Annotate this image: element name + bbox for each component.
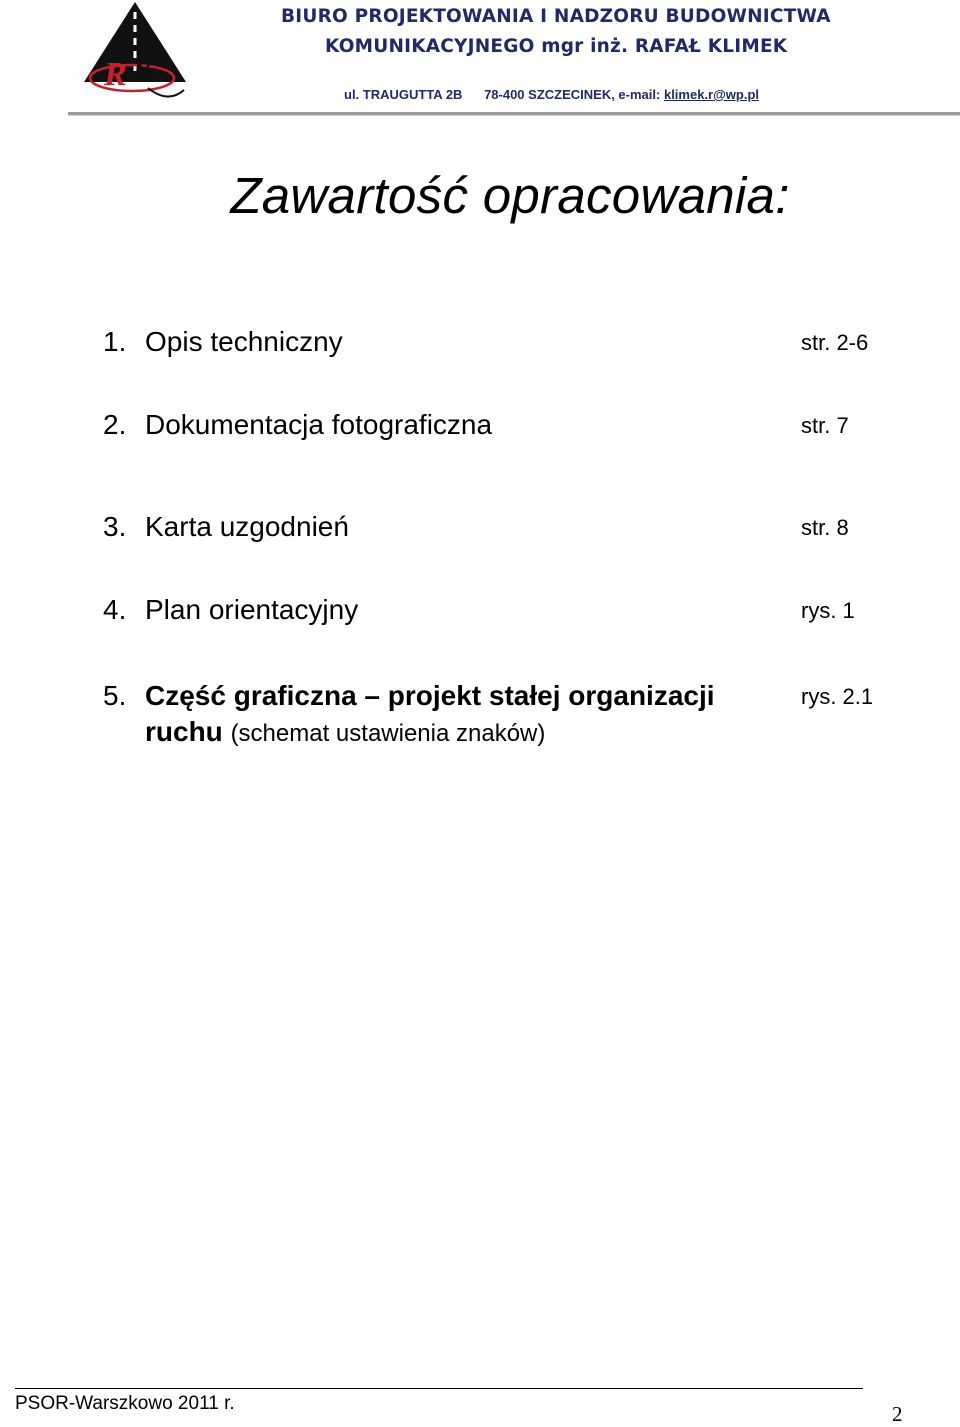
toc-item-title: Plan orientacyjny xyxy=(145,594,359,625)
toc-item-page: rys. 1 xyxy=(801,598,855,623)
toc-item-title-continuation xyxy=(145,716,545,748)
header-divider xyxy=(68,112,960,116)
svg-text:K: K xyxy=(132,56,153,89)
email-link[interactable]: klimek.r@wp.pl xyxy=(663,87,760,102)
toc-item-title: Dokumentacja fotograficzna xyxy=(145,409,493,440)
address-street: ul. TRAUGUTTA 2B xyxy=(344,87,463,102)
footer-divider xyxy=(15,1388,863,1389)
toc-item-title-continuation-bold: ruchu xyxy=(145,716,223,747)
toc-item-page: str. 7 xyxy=(801,413,849,438)
company-address xyxy=(344,87,759,102)
toc-item-page: rys. 2.1 xyxy=(801,684,874,709)
toc-item-title: Część graficzna – projekt stałej organizacji xyxy=(145,680,715,711)
toc-item-page: str. 8 xyxy=(801,515,849,540)
page-number: 2 xyxy=(892,1402,903,1426)
toc-item-title: Opis techniczny xyxy=(145,326,343,357)
footer-text: PSOR-Warszkowo 2011 r. xyxy=(15,1393,235,1414)
toc-item-number: 4. xyxy=(103,594,127,625)
toc-item-title-continuation-note: (schemat ustawienia znaków) xyxy=(230,720,546,747)
company-logo xyxy=(80,0,190,104)
toc-item-number: 3. xyxy=(103,511,127,542)
toc-item-title: Karta uzgodnień xyxy=(145,511,349,542)
document-title: Zawartość opracowania: xyxy=(230,167,790,224)
company-name-line1: BIURO PROJEKTOWANIA I NADZORU BUDOWNICTWA xyxy=(281,6,831,27)
address-city-email-label: 78-400 SZCZECINEK, e-mail: xyxy=(484,87,661,102)
toc-item-number: 5. xyxy=(103,680,127,711)
company-name-line2: KOMUNIKACYJNEGO mgr inż. RAFAŁ KLIMEK xyxy=(325,36,788,57)
toc-item-number: 1. xyxy=(103,326,127,357)
toc-item-page: str. 2-6 xyxy=(801,330,869,355)
toc-item-number: 2. xyxy=(103,409,127,440)
svg-text:R: R xyxy=(104,56,127,93)
